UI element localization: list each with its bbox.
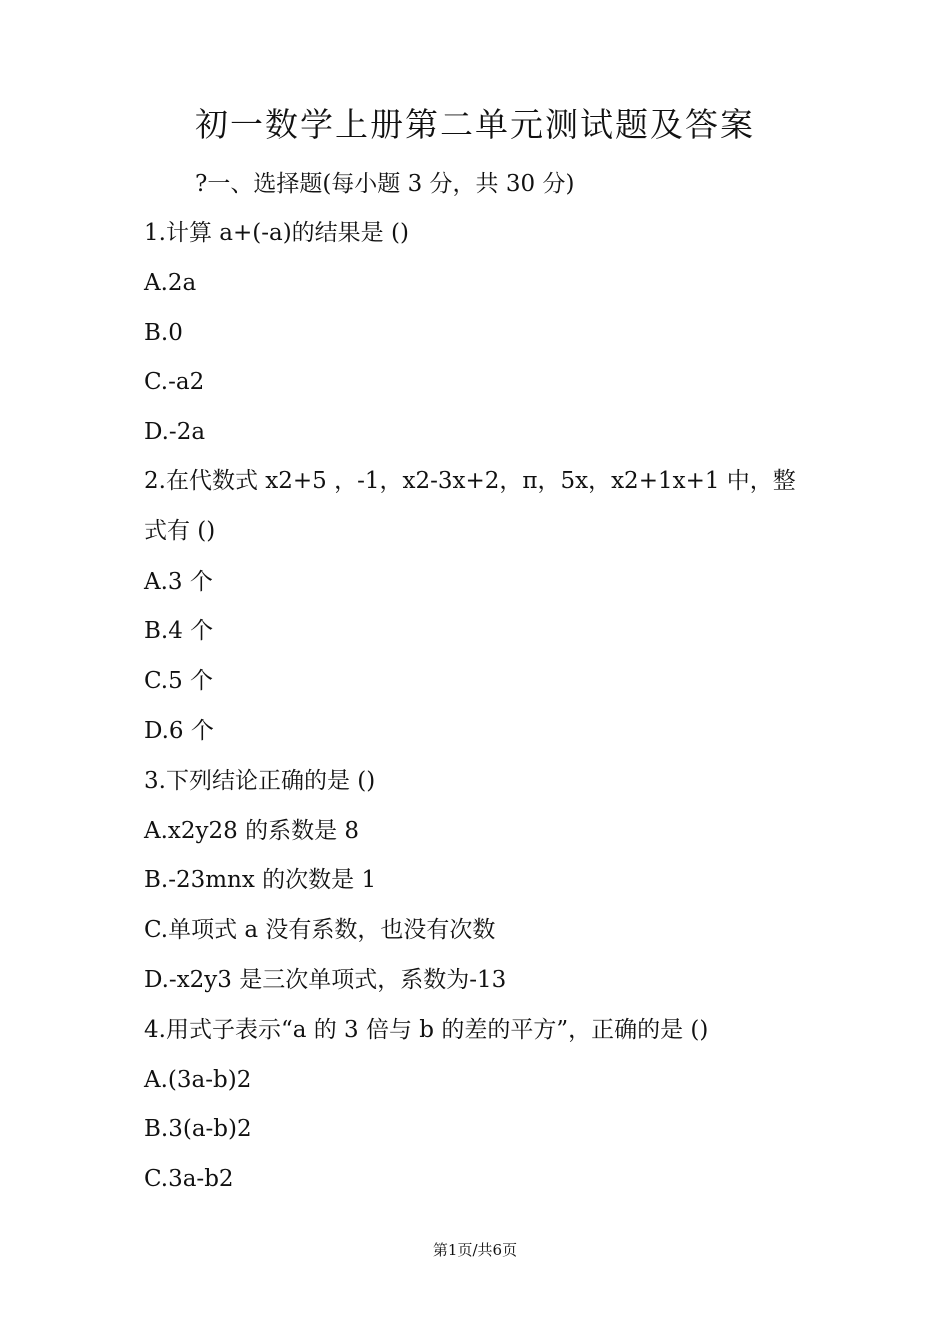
option-3b: B.-23mnx 的次数是 1: [144, 867, 377, 894]
question-list: [144, 217, 814, 1213]
option-2b: B.4 个: [144, 618, 214, 645]
question-4: 4.用式子表示“a 的 3 倍与 b 的差的平方”，正确的是 (): [144, 1016, 709, 1043]
option-4a: A.(3a-b)2: [144, 1066, 252, 1093]
option-3d: D.-x2y3 是三次单项式，系数为-13: [144, 966, 507, 993]
page-footer: 第1页/共6页: [432, 1241, 518, 1259]
option-3a: A.x2y28 的系数是 8: [144, 817, 360, 844]
option-1b: B.0: [144, 319, 183, 346]
option-3c: C.单项式 a 没有系数，也没有次数: [144, 917, 496, 944]
option-2d: D.6 个: [144, 717, 214, 744]
option-2a: A.3 个: [144, 568, 213, 595]
option-1a: A.2a: [144, 269, 197, 296]
page-title: 初一数学上册第二单元测试题及答案: [195, 105, 755, 144]
option-4b: B.3(a-b)2: [144, 1116, 252, 1143]
question-3: 3.下列结论正确的是 (): [144, 767, 376, 794]
option-1c: C.-a2: [144, 369, 205, 396]
option-1d: D.-2a: [144, 419, 206, 446]
section-heading: ?一、选择题(每小题 3 分，共 30 分): [195, 171, 575, 197]
question-1: 1.计算 a+(-a)的结果是 (): [144, 220, 409, 246]
question-2: 2.在代数式 x2+5 ，-1，x2-3x+2，π，5x，x2+1x+1 中，整式有 (): [144, 467, 796, 544]
option-2c: C.5 个: [144, 668, 214, 695]
option-4c: C.3a-b2: [144, 1166, 234, 1193]
